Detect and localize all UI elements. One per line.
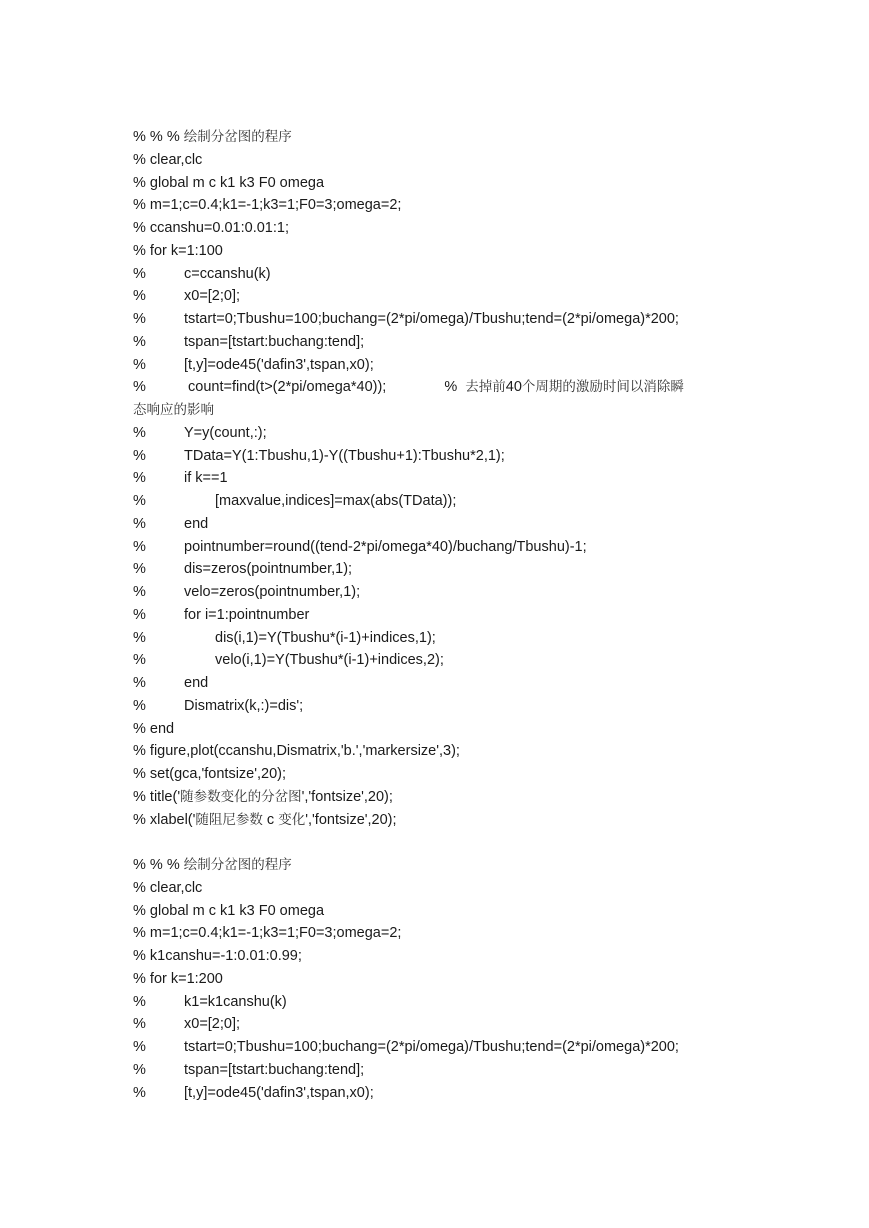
code-line: % if k==1 xyxy=(133,470,228,487)
code-line: % set(gca,'fontsize',20); xyxy=(133,766,287,782)
code-line: % TData=Y(1:Tbushu,1)-Y((Tbushu+1):Tbushu*2,1); xyxy=(133,447,505,464)
code-line: % velo=zeros(pointnumber,1); xyxy=(133,584,361,600)
code-line: % ccanshu=0.01:0.01:1; xyxy=(133,220,289,236)
code-line: % for k=1:100 xyxy=(133,242,223,259)
code-line: % tstart=0;Tbushu=100;buchang=(2*pi/omega)/Tbushu;tend=(2*pi/omega)*200; xyxy=(133,311,679,327)
wrapped-comment-line: 态响应的影响 xyxy=(133,402,214,418)
code-block-k1-bifurcation xyxy=(133,854,773,1104)
code-line: % end xyxy=(133,720,175,737)
code-line: % [maxvalue,indices]=max(abs(TData)); xyxy=(133,493,457,509)
code-line: % clear,clc xyxy=(133,879,203,896)
code-line: % clear,clc xyxy=(133,151,203,168)
code-line: % pointnumber=round((tend-2*pi/omega*40)/buchang/Tbushu)-1; xyxy=(133,538,587,555)
code-line: % tspan=[tstart:buchang:tend]; xyxy=(133,333,365,350)
code-line-header: % % % 绘制分岔图的程序 xyxy=(133,129,292,145)
code-line: % tspan=[tstart:buchang:tend]; xyxy=(133,1061,365,1078)
code-line: % for k=1:200 xyxy=(133,970,223,987)
code-line-with-comment: % count=find(t>(2*pi/omega*40)); % 去掉前40个周期的激励时间以消除瞬 xyxy=(133,376,773,399)
code-line: % c=ccanshu(k) xyxy=(133,265,271,282)
code-line: % velo(i,1)=Y(Tbushu*(i-1)+indices,2); xyxy=(133,652,444,669)
code-line: % for i=1:pointnumber xyxy=(133,606,310,623)
code-line: % Y=y(count,:); xyxy=(133,424,267,441)
code-line-header: % % % 绘制分岔图的程序 xyxy=(133,857,292,873)
code-line: % Dismatrix(k,:)=dis'; xyxy=(133,697,304,714)
code-line: % dis(i,1)=Y(Tbushu*(i-1)+indices,1); xyxy=(133,629,436,646)
code-line: % m=1;c=0.4;k1=-1;k3=1;F0=3;omega=2; xyxy=(133,197,402,214)
code-line: % xlabel('随阻尼参数 c 变化','fontsize',20); xyxy=(133,811,397,828)
code-line: % title('随参数变化的分岔图','fontsize',20); xyxy=(133,788,393,805)
code-line: % x0=[2;0]; xyxy=(133,1016,241,1033)
code-line: % dis=zeros(pointnumber,1); xyxy=(133,561,353,578)
code-line: % m=1;c=0.4;k1=-1;k3=1;F0=3;omega=2; xyxy=(133,925,402,942)
code-line: % [t,y]=ode45('dafin3',tspan,x0); xyxy=(133,1084,374,1101)
code-line: % global m c k1 k3 F0 omega xyxy=(133,902,325,919)
code-line: % end xyxy=(133,675,209,691)
inline-comment: % 去掉前40个周期的激励时间以消除瞬 xyxy=(444,379,684,396)
code-line: % end xyxy=(133,515,209,532)
code-line: % k1canshu=-1:0.01:0.99; xyxy=(133,948,302,964)
code-line: % tstart=0;Tbushu=100;buchang=(2*pi/omega)/Tbushu;tend=(2*pi/omega)*200; xyxy=(133,1039,679,1055)
code-line: % global m c k1 k3 F0 omega xyxy=(133,174,325,191)
code-line: % x0=[2;0]; xyxy=(133,288,241,305)
code-block-c-bifurcation xyxy=(133,126,773,831)
code-line: % k1=k1canshu(k) xyxy=(133,993,287,1010)
code-line: % figure,plot(ccanshu,Dismatrix,'b.','markersize',3); xyxy=(133,743,460,760)
code-line: % [t,y]=ode45('dafin3',tspan,x0); xyxy=(133,356,374,373)
